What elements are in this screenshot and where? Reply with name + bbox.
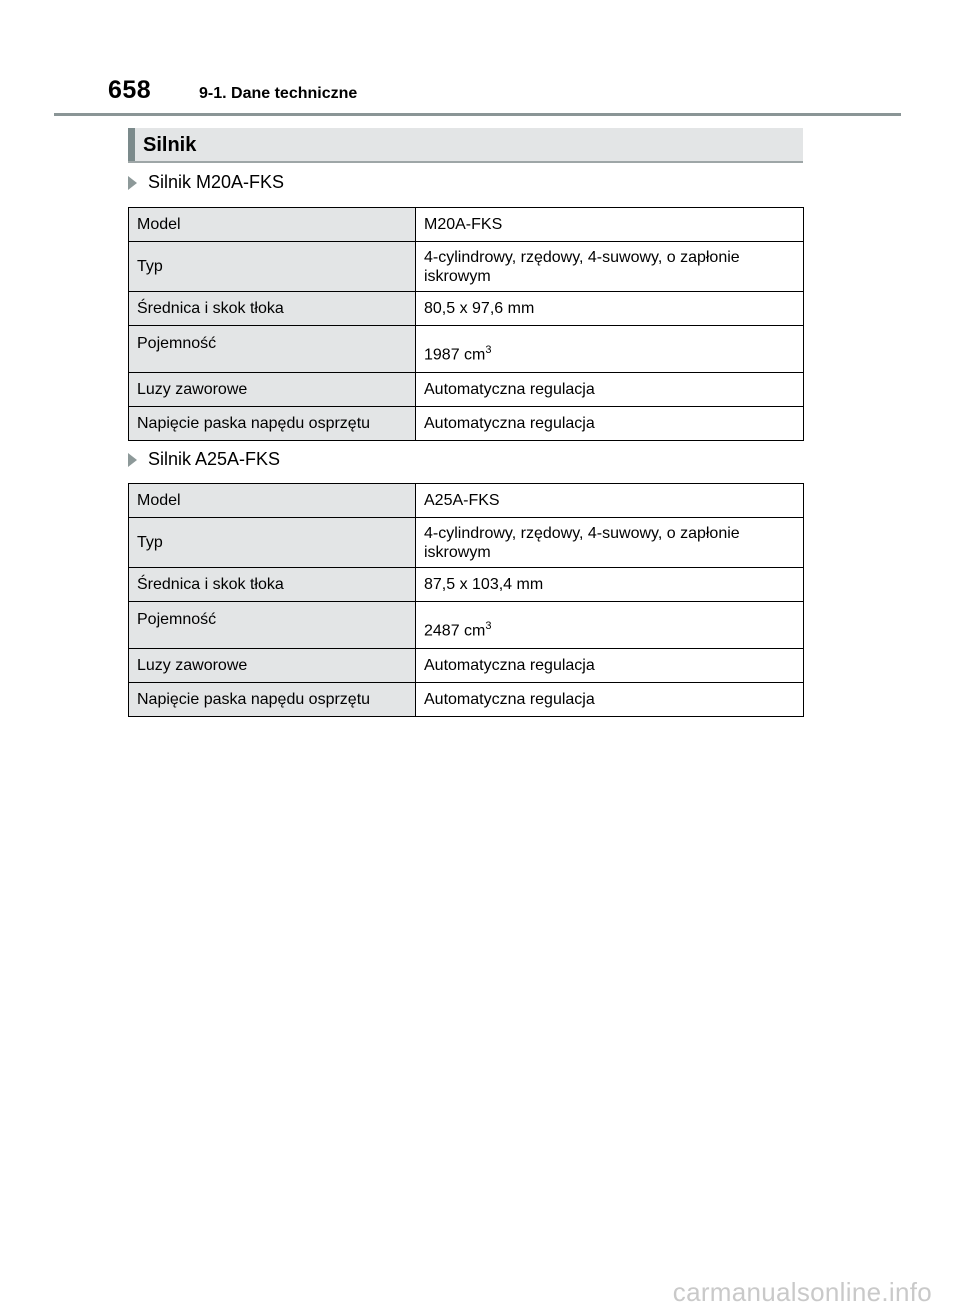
table-row <box>129 484 804 518</box>
watermark: carmanualsonline.info <box>672 1277 932 1307</box>
row-label: Typ <box>129 242 416 292</box>
engine-heading-label: Silnik M20A-FKS <box>148 172 285 192</box>
row-value: Automatyczna regulacja <box>416 683 804 717</box>
spec-table-m20a <box>128 207 804 441</box>
displacement-value: 1987 cm <box>424 346 486 363</box>
row-value: M20A-FKS <box>416 208 804 242</box>
engine-heading-m20a <box>128 172 284 193</box>
row-value: Automatyczna regulacja <box>416 649 804 683</box>
row-value: 4-cylindrowy, rzędowy, 4-suwowy, o zapłonie iskrowym <box>416 518 804 568</box>
row-value: 87,5 x 103,4 mm <box>416 568 804 602</box>
row-label: Luzy zaworowe <box>129 373 416 407</box>
row-value: A25A-FKS <box>416 484 804 518</box>
table-row <box>129 683 804 717</box>
table-row <box>129 518 804 568</box>
spec-table-a25a <box>128 483 804 717</box>
row-label: Typ <box>129 518 416 568</box>
row-value <box>416 326 804 373</box>
row-value <box>416 602 804 649</box>
section-title: Silnik <box>143 134 197 156</box>
row-label: Pojemność <box>129 602 416 649</box>
table-row <box>129 373 804 407</box>
unit-superscript: 3 <box>485 343 492 356</box>
row-label: Pojemność <box>129 326 416 373</box>
section-accent-bar <box>128 128 135 161</box>
bullet-triangle-icon <box>128 453 137 467</box>
row-value: 4-cylindrowy, rzędowy, 4-suwowy, o zapłonie iskrowym <box>416 242 804 292</box>
chapter-title: 9-1. Dane techniczne <box>199 85 358 102</box>
row-value: Automatyczna regulacja <box>416 373 804 407</box>
unit-superscript: 3 <box>485 619 492 632</box>
row-label: Napięcie paska napędu osprzętu <box>129 683 416 717</box>
table-row <box>129 242 804 292</box>
header-divider <box>54 113 901 116</box>
table-row <box>129 292 804 326</box>
displacement-value: 2487 cm <box>424 622 486 639</box>
table-row <box>129 208 804 242</box>
row-label: Model <box>129 208 416 242</box>
row-label: Luzy zaworowe <box>129 649 416 683</box>
bullet-triangle-icon <box>128 176 137 190</box>
row-label: Średnica i skok tłoka <box>129 292 416 326</box>
section-title-bar <box>128 128 803 163</box>
table-row <box>129 568 804 602</box>
row-label: Model <box>129 484 416 518</box>
row-label: Napięcie paska napędu osprzętu <box>129 407 416 441</box>
row-value: Automatyczna regulacja <box>416 407 804 441</box>
engine-heading-a25a <box>128 449 280 470</box>
row-value: 80,5 x 97,6 mm <box>416 292 804 326</box>
table-row <box>129 407 804 441</box>
row-label: Średnica i skok tłoka <box>129 568 416 602</box>
table-row <box>129 326 804 373</box>
table-row <box>129 649 804 683</box>
page-number: 658 <box>108 76 152 104</box>
table-row <box>129 602 804 649</box>
engine-heading-label: Silnik A25A-FKS <box>148 449 281 469</box>
